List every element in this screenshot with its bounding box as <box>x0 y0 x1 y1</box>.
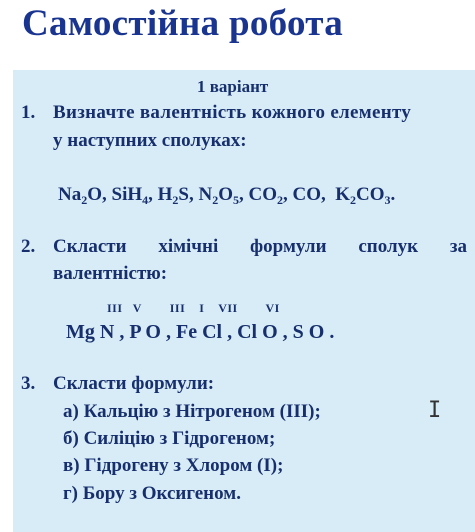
formula-subscript: 2 <box>212 193 219 207</box>
task1-line2: у наступних сполуках: <box>53 130 247 151</box>
task2-number: 2. <box>21 236 36 257</box>
task1-formulas <box>58 184 396 207</box>
task2-line1 <box>53 237 467 256</box>
formula-subscript: 2 <box>350 193 357 207</box>
formula-part: SiH <box>111 184 143 205</box>
task2-formulas: Mg N , P O , Fe Cl , Cl O , S O . <box>66 321 335 343</box>
variant-heading: 1 варіант <box>197 77 269 96</box>
formula-subscript: 4 <box>142 193 149 207</box>
formula-part: CO <box>356 184 385 205</box>
formula-part: , CO, <box>283 184 336 205</box>
task2-valences: III V III I VII VI <box>107 301 280 315</box>
formula-part: K <box>335 184 351 205</box>
formula-subscript: 5 <box>233 193 240 207</box>
formula-part: H <box>157 184 173 205</box>
task3-number: 3. <box>21 373 36 394</box>
text-cursor-icon: I <box>428 398 442 423</box>
formula-part: , <box>239 184 249 205</box>
task3-heading: Скласти формули: <box>53 373 215 394</box>
task2-word: хімічні <box>158 236 219 257</box>
formula-subscript: 2 <box>172 193 179 207</box>
task3-item-d: г) Бору з Оксигеном. <box>63 483 241 504</box>
task2-line2: валентністю: <box>53 263 168 284</box>
formula-part: . <box>390 184 396 205</box>
formula-part: S, <box>178 184 199 205</box>
task1-number: 1. <box>21 102 36 123</box>
task2-word: Скласти <box>53 236 127 257</box>
task3-item-a: а) Кальцію з Нітрогеном (III); <box>63 401 321 422</box>
task2-word: сполук <box>358 236 419 257</box>
formula-part: O <box>218 184 234 205</box>
formula-part: , <box>148 184 158 205</box>
formula-part: O, <box>87 184 112 205</box>
task1-line1: Визначте валентність кожного елементу <box>53 102 412 123</box>
formula-part: CO <box>248 184 278 205</box>
task3-item-b: б) Силіцію з Гідрогеном; <box>63 428 276 449</box>
formula-subscript: 2 <box>277 193 284 207</box>
formula-part: N <box>198 184 213 205</box>
formula-part: Na <box>58 184 82 205</box>
formula-subscript: 3 <box>384 193 391 207</box>
formula-subscript: 2 <box>81 193 88 207</box>
task3-item-c: в) Гідрогену з Хлором (I); <box>63 455 284 476</box>
task2-word: формули <box>250 236 327 257</box>
task2-word: за <box>449 236 467 257</box>
page-title: Самостійна робота <box>22 3 344 44</box>
